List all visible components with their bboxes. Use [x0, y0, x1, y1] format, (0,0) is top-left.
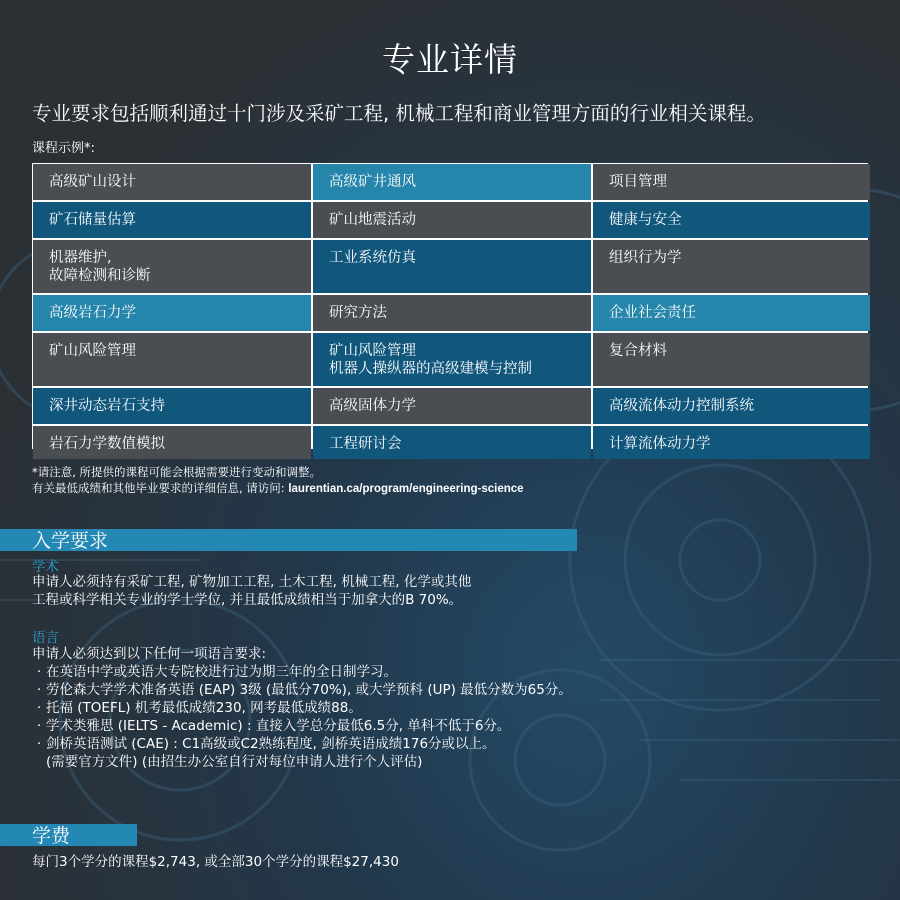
course-cell [33, 426, 311, 459]
language-requirement [32, 645, 572, 771]
admission-section-header [0, 529, 577, 551]
course-name: 企业社会责任 [609, 305, 696, 321]
course-cell [313, 240, 591, 293]
language-requirement-text: 劳伦森大学学术准备英语 (EAP) 3级 (最低分70%), 或大学预科 (UP) 最低分数为65分。 [46, 682, 572, 698]
course-cell [313, 164, 591, 200]
course-name: 高级固体力学 [329, 398, 416, 414]
course-name: 矿石储量估算 [49, 212, 136, 228]
language-requirement-text: 托福 (TOEFL) 机考最低成绩230, 网考最低成绩88。 [46, 700, 362, 716]
language-requirement-text: 在英语中学或英语大专院校进行过为期三年的全日制学习。 [46, 664, 397, 680]
course-name: 组织行为学 [609, 250, 682, 266]
academic-line: 申请人必须持有采矿工程, 矿物加工工程, 土木工程, 机械工程, 化学或其他 [32, 574, 472, 590]
language-requirement-text: 学术类雅思 (IELTS - Academic) : 直接入学总分最低6.5分, 单科不低于6分。 [46, 718, 511, 734]
bullet-dot-icon: · [36, 700, 42, 716]
language-requirement-item [32, 663, 572, 681]
course-examples-label: 课程示例*: [32, 141, 95, 156]
course-name: 工程研讨会 [329, 436, 402, 452]
note-grades-info [32, 480, 524, 497]
course-cell [593, 240, 870, 293]
course-cell [593, 333, 870, 386]
course-name: 故障检测和诊断 [49, 268, 151, 284]
course-cell [33, 202, 311, 238]
course-name: 高级岩石力学 [49, 305, 136, 321]
academic-requirement [32, 573, 471, 609]
course-name: 高级流体动力控制系统 [609, 398, 754, 414]
course-name: 复合材料 [609, 343, 667, 359]
language-requirement-item [32, 681, 572, 699]
course-name: 机器维护, [49, 250, 112, 266]
course-cell [593, 164, 870, 200]
language-subheading: 语言 [32, 630, 59, 646]
course-cell [593, 202, 870, 238]
language-requirement-item [32, 735, 572, 753]
language-requirement-text: 剑桥英语测试 (CAE) : C1高级或C2熟练程度, 剑桥英语成绩176分或以上。 [46, 736, 496, 752]
course-cell [313, 202, 591, 238]
note-change-disclaimer: *请注意, 所提供的课程可能会根据需要进行变动和调整。 [32, 465, 322, 479]
tuition-heading: 学费 [32, 825, 71, 847]
course-name: 矿山风险管理 [329, 343, 416, 359]
course-name: 健康与安全 [609, 212, 682, 228]
course-cell [313, 295, 591, 331]
tuition-section-header [0, 824, 137, 846]
course-cell [33, 333, 311, 386]
academic-subheading: 学术 [32, 559, 59, 575]
language-requirement-item [32, 699, 572, 717]
bullet-dot-icon: · [36, 682, 42, 698]
course-cell [33, 388, 311, 424]
language-intro: 申请人必须达到以下任何一项语言要求: [32, 646, 267, 662]
course-cell [313, 388, 591, 424]
bullet-dot-icon: · [36, 736, 42, 752]
course-cell [593, 426, 870, 459]
course-table [32, 163, 868, 452]
course-name: 深井动态岩石支持 [49, 398, 165, 414]
course-name: 矿山风险管理 [49, 343, 136, 359]
bullet-dot-icon: · [36, 664, 42, 680]
admission-heading: 入学要求 [32, 530, 109, 552]
intro-text: 专业要求包括顺利通过十门涉及采矿工程, 机械工程和商业管理方面的行业相关课程。 [32, 102, 766, 125]
course-name: 岩石力学数值模拟 [49, 436, 165, 452]
course-name: 高级矿山设计 [49, 174, 136, 190]
notes [32, 464, 524, 497]
course-name: 高级矿井通风 [329, 174, 416, 190]
course-cell [593, 388, 870, 424]
course-cell [313, 426, 591, 459]
course-cell [33, 164, 311, 200]
bullet-dot-icon: · [36, 718, 42, 734]
page-title: 专业详情 [382, 40, 518, 79]
course-name: 计算流体动力学 [609, 436, 711, 452]
note-grades-prefix: 有关最低成绩和其他毕业要求的详细信息, 请访问: [32, 481, 289, 495]
academic-line: 工程或科学相关专业的学士学位, 并且最低成绩相当于加拿大的B 70%。 [32, 592, 463, 608]
course-cell [33, 240, 311, 293]
program-url-link[interactable]: laurentian.ca/program/engineering-science [288, 483, 524, 495]
course-name: 项目管理 [609, 174, 667, 190]
course-cell [313, 333, 591, 386]
language-requirement-item [32, 717, 572, 735]
course-cell [33, 295, 311, 331]
tuition-text: 每门3个学分的课程$2,743, 或全部30个学分的课程$27,430 [32, 854, 399, 870]
course-name: 机器人操纵器的高级建模与控制 [329, 361, 532, 377]
course-cell [593, 295, 870, 331]
language-requirement-list [32, 663, 572, 753]
course-name: 工业系统仿真 [329, 250, 416, 266]
course-name: 研究方法 [329, 305, 387, 321]
course-name: 矿山地震活动 [329, 212, 416, 228]
language-footnote: (需要官方文件) (由招生办公室自行对每位申请人进行个人评估) [46, 754, 423, 770]
